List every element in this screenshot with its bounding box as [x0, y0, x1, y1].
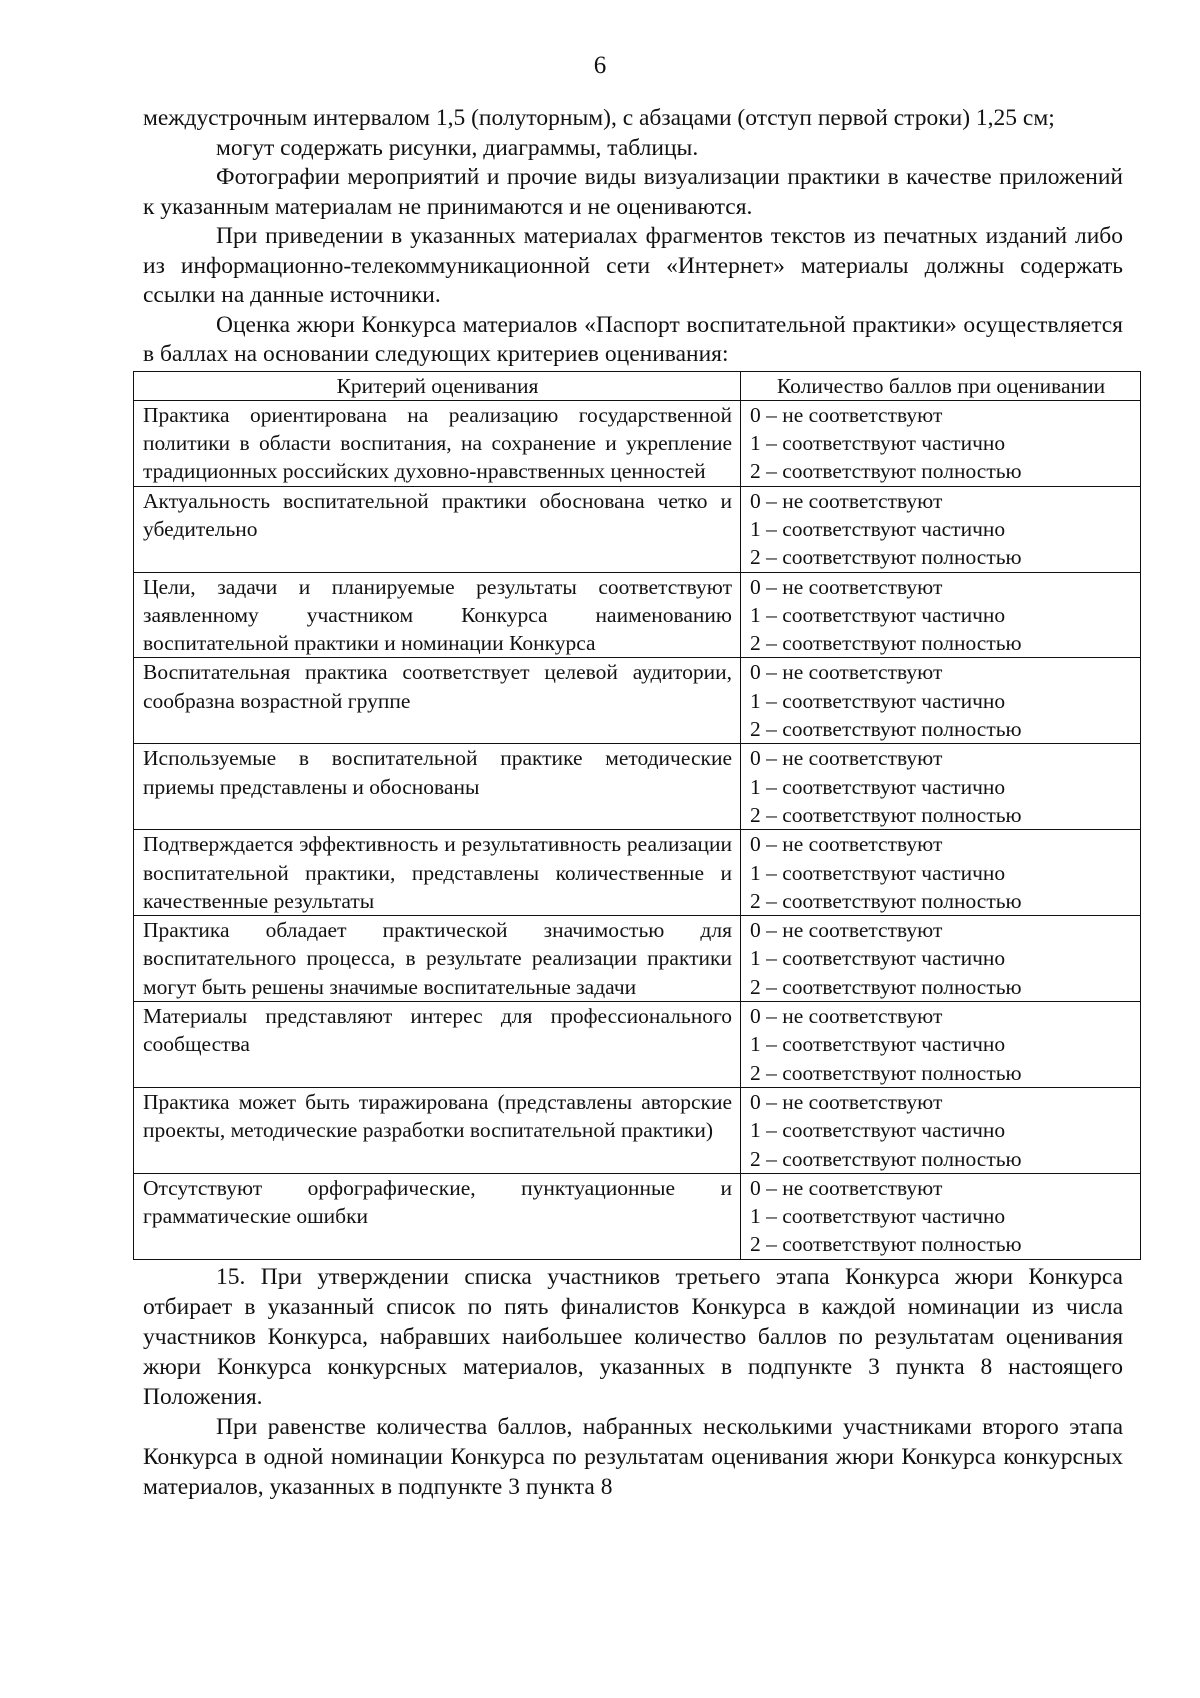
score-option: 1 – соответствуют частично: [750, 602, 1006, 627]
table-row: [134, 1002, 1141, 1088]
score-option: 2 – соответствуют полностью: [750, 545, 1022, 570]
score-cell: [741, 830, 1141, 916]
criterion-cell: Подтверждается эффективность и результативность реализации воспитательной практики, представлены количественные и качественные результаты: [134, 830, 741, 916]
score-option: 0 – не соответствуют: [750, 402, 943, 427]
paragraph: междустрочным интервалом 1,5 (полуторным), с абзацами (отступ первой строки) 1,25 см;: [143, 105, 1055, 131]
score-option: 1 – соответствуют частично: [750, 774, 1006, 799]
score-option: 2 – соответствуют полностью: [750, 459, 1022, 484]
score-cell: [741, 400, 1141, 486]
criteria-table-header: [134, 371, 1141, 400]
score-option: 0 – не соответствуют: [750, 1004, 943, 1029]
score-column-header: Количество баллов при оценивании: [741, 371, 1141, 400]
paragraph: При приведении в указанных материалах фрагментов текстов из печатных изданий либо из информационно-телекоммуникационной сети «Интернет» материалы должны содержать ссылки на данные источники.: [143, 223, 1123, 308]
criterion-cell: Используемые в воспитательной практике методические приемы представлены и обоснованы: [134, 744, 741, 830]
table-row: [134, 1173, 1141, 1259]
score-option: 2 – соответствуют полностью: [750, 717, 1022, 742]
criterion-cell: Отсутствуют орфографические, пунктуационные и грамматические ошибки: [134, 1173, 741, 1259]
paragraph: При равенстве количества баллов, набранных несколькими участниками второго этапа Конкурса в одной номинации Конкурса по результатам оценивания жюри Конкурса конкурсных материалов, указанных в подпункте 3 пункта 8: [143, 1413, 1123, 1500]
score-option: 1 – соответствуют частично: [750, 431, 1006, 456]
score-option: 1 – соответствуют частично: [750, 516, 1006, 541]
closing-section: [143, 1262, 1123, 1502]
score-option: 2 – соответствуют полностью: [750, 1232, 1022, 1257]
score-option: 1 – соответствуют частично: [750, 1032, 1006, 1057]
score-option: 1 – соответствуют частично: [750, 946, 1006, 971]
score-option: 0 – не соответствуют: [750, 918, 943, 943]
score-option: 0 – не соответствуют: [750, 574, 943, 599]
score-option: 2 – соответствуют полностью: [750, 1060, 1022, 1085]
page-number: 6: [593, 52, 607, 79]
paragraph: Фотографии мероприятий и прочие виды визуализации практики в качестве приложений к указанным материалам не принимаются и не оцениваются.: [143, 164, 1123, 220]
score-option: 1 – соответствуют частично: [750, 688, 1006, 713]
table-row: [134, 830, 1141, 916]
score-cell: [741, 916, 1141, 1002]
criterion-cell: Воспитательная практика соответствует целевой аудитории, сообразна возрастной группе: [134, 658, 741, 744]
score-cell: [741, 486, 1141, 572]
criteria-table: [133, 371, 1141, 1260]
table-row: [134, 916, 1141, 1002]
score-option: 0 – не соответствуют: [750, 832, 943, 857]
score-option: 0 – не соответствуют: [750, 660, 943, 685]
criterion-cell: Актуальность воспитательной практики обоснована четко и убедительно: [134, 486, 741, 572]
score-cell: [741, 658, 1141, 744]
score-cell: [741, 744, 1141, 830]
score-option: 1 – соответствуют частично: [750, 1204, 1006, 1229]
score-option: 1 – соответствуют частично: [750, 860, 1006, 885]
criterion-cell: Цели, задачи и планируемые результаты соответствуют заявленному участником Конкурса наименованию воспитательной практики и номинации Конкурса: [134, 572, 741, 658]
criteria-table-body: [134, 400, 1141, 1259]
score-option: 0 – не соответствуют: [750, 746, 943, 771]
score-option: 2 – соответствуют полностью: [750, 631, 1022, 656]
score-cell: [741, 572, 1141, 658]
score-option: 2 – соответствуют полностью: [750, 974, 1022, 999]
criterion-cell: Практика ориентирована на реализацию государственной политики в области воспитания, на сохранение и укрепление традиционных российских духовно-нравственных ценностей: [134, 400, 741, 486]
table-row: [134, 572, 1141, 658]
table-row: [134, 658, 1141, 744]
score-option: 0 – не соответствуют: [750, 1089, 943, 1114]
score-cell: [741, 1087, 1141, 1173]
paragraph: могут содержать рисунки, диаграммы, таблицы.: [216, 134, 699, 161]
intro-section: [143, 104, 1123, 370]
score-cell: [741, 1002, 1141, 1088]
score-option: 1 – соответствуют частично: [750, 1118, 1006, 1143]
paragraph: 15. При утверждении списка участников третьего этапа Конкурса жюри Конкурса отбирает в указанный список по пять финалистов Конкурса в каждой номинации из числа участников Конкурса, набравших наибольшее количество баллов по результатам оценивания жюри Конкурса конкурсных материалов, указанных в подпункте 3 пункта 8 настоящего Положения.: [143, 1263, 1123, 1410]
score-option: 2 – соответствуют полностью: [750, 1146, 1022, 1171]
criterion-column-header: Критерий оценивания: [134, 371, 741, 400]
criterion-cell: Материалы представляют интерес для профессионального сообщества: [134, 1002, 741, 1088]
table-row: [134, 744, 1141, 830]
criterion-cell: Практика обладает практической значимостью для воспитательного процесса, в результате реализации практики могут быть решены значимые воспитательные задачи: [134, 916, 741, 1002]
document-body: [143, 104, 1123, 1502]
table-row: [134, 1087, 1141, 1173]
table-row: [134, 400, 1141, 486]
score-cell: [741, 1173, 1141, 1259]
table-row: [134, 486, 1141, 572]
score-option: 2 – соответствуют полностью: [750, 802, 1022, 827]
score-option: 0 – не соответствуют: [750, 488, 943, 513]
criterion-cell: Практика может быть тиражирована (представлены авторские проекты, методические разработки воспитательной практики): [134, 1087, 741, 1173]
paragraph: Оценка жюри Конкурса материалов «Паспорт воспитательной практики» осуществляется в баллах на основании следующих критериев оценивания:: [143, 311, 1123, 367]
score-option: 2 – соответствуют полностью: [750, 888, 1022, 913]
score-option: 0 – не соответствуют: [750, 1175, 943, 1200]
